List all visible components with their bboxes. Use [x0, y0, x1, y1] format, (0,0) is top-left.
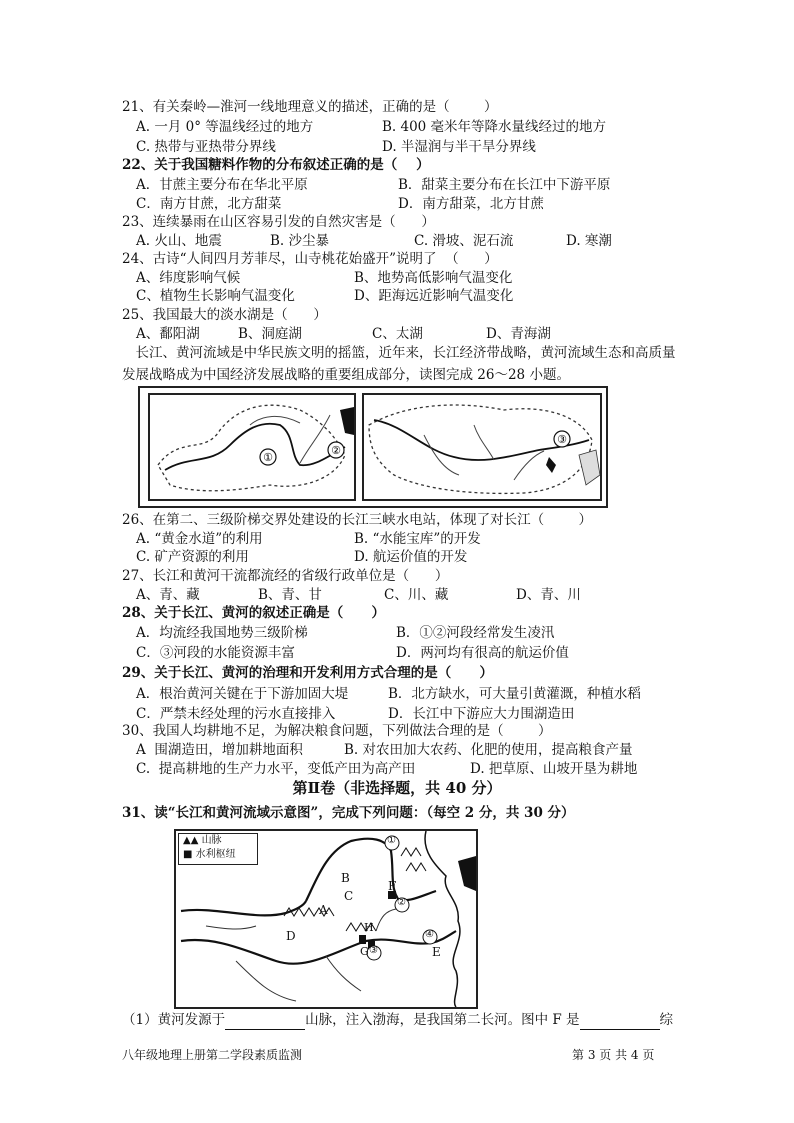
map-letter-d: D — [286, 929, 296, 943]
map-number-3: ③ — [369, 945, 378, 956]
q23-option-c: C. 滑坡、泥石流 — [414, 233, 514, 249]
q27-stem: 27、长江和黄河干流都流经的省级行政单位是（ ） — [122, 568, 449, 584]
q29-option-d: D．长江中下游应大力围湖造田 — [388, 706, 575, 722]
yellow-river-map-drawing — [150, 395, 354, 499]
answer-blank-1[interactable] — [225, 1015, 305, 1030]
q28-stem: 28、关于长江、黄河的叙述正确是（ ） — [122, 605, 385, 621]
legend-mountain-label: 山脉 — [201, 835, 222, 846]
q21-option-a: A. 一月 0° 等温线经过的地方 — [136, 119, 314, 135]
q29-option-b: B．北方缺水，可大量引黄灌溉，种植水稻 — [388, 686, 641, 702]
river-basin-map — [174, 829, 478, 1009]
map-letter-f: F — [388, 879, 397, 893]
q27-option-a: A、青、藏 — [136, 587, 200, 603]
q23-option-a: A. 火山、地震 — [136, 233, 222, 249]
q26-stem: 26、在第二、三级阶梯交界处建设的长江三峡水电站，体现了对长江（ ） — [122, 512, 593, 528]
q21-option-b: B. 400 毫米年等降水量线经过的地方 — [382, 119, 607, 135]
map-number-4: ④ — [425, 929, 434, 940]
q30-stem: 30、我国人均耕地不足，为解决粮食问题，下列做法合理的是（ ） — [122, 723, 552, 739]
mountain-legend-icon: ▲▲ — [183, 835, 202, 846]
map-letter-c: C — [344, 889, 354, 903]
q21-option-d: D. 半湿润与半干旱分界线 — [382, 139, 536, 155]
q22-option-a: A．甘蔗主要分布在华北平原 — [136, 177, 308, 193]
map-number-2: ② — [397, 897, 406, 908]
map-letter-e: E — [432, 945, 441, 959]
q31-stem: 31、读“长江和黄河流域示意图”，完成下列问题：（每空 2 分，共 30 分） — [122, 805, 575, 821]
answer-blank-2[interactable] — [580, 1015, 660, 1030]
reading-intro: 长江、黄河流域是中华民族文明的摇篮，近年来，长江经济带战略，黄河流域生态和高质量发展战略成为中国经济发展战略的重要组成部分，读图完成 26～28 小题。 — [122, 345, 676, 383]
yangtze-river-map — [362, 393, 602, 501]
q22-stem: 22、关于我国糖料作物的分布叙述正确的是（ ） — [122, 157, 430, 173]
q31-part1-text-1: （1）黄河发源于 — [122, 1012, 226, 1028]
q29-option-a: A．根治黄河关键在于下游加固大堤 — [136, 686, 349, 702]
q28-option-a: A．均流经我国地势三级阶梯 — [136, 625, 308, 641]
q25-option-c: C、太湖 — [372, 326, 423, 342]
q23-stem: 23、连续暴雨在山区容易引发的自然灾害是（ ） — [122, 214, 435, 230]
q25-option-b: B、洞庭湖 — [238, 326, 302, 342]
q22-option-d: D．南方甜菜，北方甘蔗 — [398, 196, 544, 212]
q22-option-b: B．甜菜主要分布在长江中下游平原 — [398, 177, 611, 193]
q24-option-a: A、纬度影响气候 — [136, 270, 241, 286]
q23-option-d: D. 寒潮 — [566, 233, 612, 249]
q26-option-b: B. “水能宝库”的开发 — [354, 531, 481, 547]
q28-option-d: D．两河均有很高的航运价值 — [396, 645, 569, 661]
map-letter-h: H — [364, 921, 374, 934]
q24-option-b: B、地势高低影响气温变化 — [354, 270, 513, 286]
q29-stem: 29、关于长江、黄河的治理和开发利用方式合理的是（ ） — [122, 665, 493, 681]
map-label-1: ① — [263, 451, 273, 464]
q25-stem: 25、我国最大的淡水湖是（ ） — [122, 307, 327, 323]
legend-dam-label: 水利枢纽 — [195, 849, 236, 860]
map-label-2: ② — [331, 444, 341, 457]
q25-option-d: D、青海湖 — [486, 326, 551, 342]
q30-option-b: B. 对农田加大农药、化肥的使用，提高粮食产量 — [344, 742, 633, 758]
q26-option-a: A. “黄金水道”的利用 — [136, 531, 263, 547]
q29-option-c: C．严禁未经处理的污水直接排入 — [136, 706, 336, 722]
q30-option-c: C. 提高耕地的生产力水平，变低产田为高产田 — [136, 761, 416, 777]
page-number: 第 3 页 共 4 页 — [572, 1048, 655, 1062]
map-letter-g: G — [360, 945, 369, 958]
q26-option-c: C. 矿产资源的利用 — [136, 549, 249, 565]
q24-option-c: C、植物生长影响气温变化 — [136, 288, 295, 304]
map-number-1: ① — [387, 835, 396, 846]
q25-option-a: A、鄱阳湖 — [136, 326, 200, 342]
q21-stem: 21、有关秦岭—淮河一线地理意义的描述，正确的是（ ） — [122, 99, 498, 115]
section-title: 第Ⅱ卷（非选择题，共 40 分） — [292, 779, 502, 797]
q27-option-b: B、青、甘 — [258, 587, 322, 603]
q21-option-c: C. 热带与亚热带分界线 — [136, 139, 276, 155]
q24-stem: 24、古诗“人间四月芳菲尽，山寺桃花始盛开”说明了 （ ） — [122, 251, 498, 267]
q24-option-d: D、距海远近影响气温变化 — [354, 288, 514, 304]
q30-option-d: D. 把草原、山坡开垦为耕地 — [470, 761, 638, 777]
q31-part1-text-2: 山脉，注入渤海，是我国第二长河。图中 F 是 — [305, 1012, 580, 1028]
map-letter-b: B — [341, 871, 350, 885]
dam-legend-icon: ■ — [183, 849, 196, 860]
q23-option-b: B. 沙尘暴 — [270, 233, 330, 249]
q27-option-d: D、青、川 — [516, 587, 581, 603]
q28-option-c: C．③河段的水能资源丰富 — [136, 645, 295, 661]
map-letter-a: A — [319, 903, 328, 917]
q28-option-b: B．①②河段经常发生凌汛 — [396, 625, 555, 641]
q31-part1 — [122, 1010, 673, 1030]
river-maps-figure — [138, 386, 608, 508]
q22-option-c: C．南方甘蔗，北方甜菜 — [136, 196, 282, 212]
q27-option-c: C、川、藏 — [384, 587, 449, 603]
q31-part1-text-3: 综 — [659, 1012, 674, 1028]
yellow-river-map — [148, 393, 356, 501]
q30-option-a: A 围湖造田，增加耕地面积 — [136, 742, 303, 758]
q26-option-d: D. 航运价值的开发 — [354, 549, 468, 565]
map-label-3: ③ — [557, 433, 567, 446]
map-legend — [178, 833, 258, 865]
yangtze-river-map-drawing — [364, 395, 600, 499]
footer-title: 八年级地理上册第二学段素质监测 — [122, 1048, 303, 1062]
